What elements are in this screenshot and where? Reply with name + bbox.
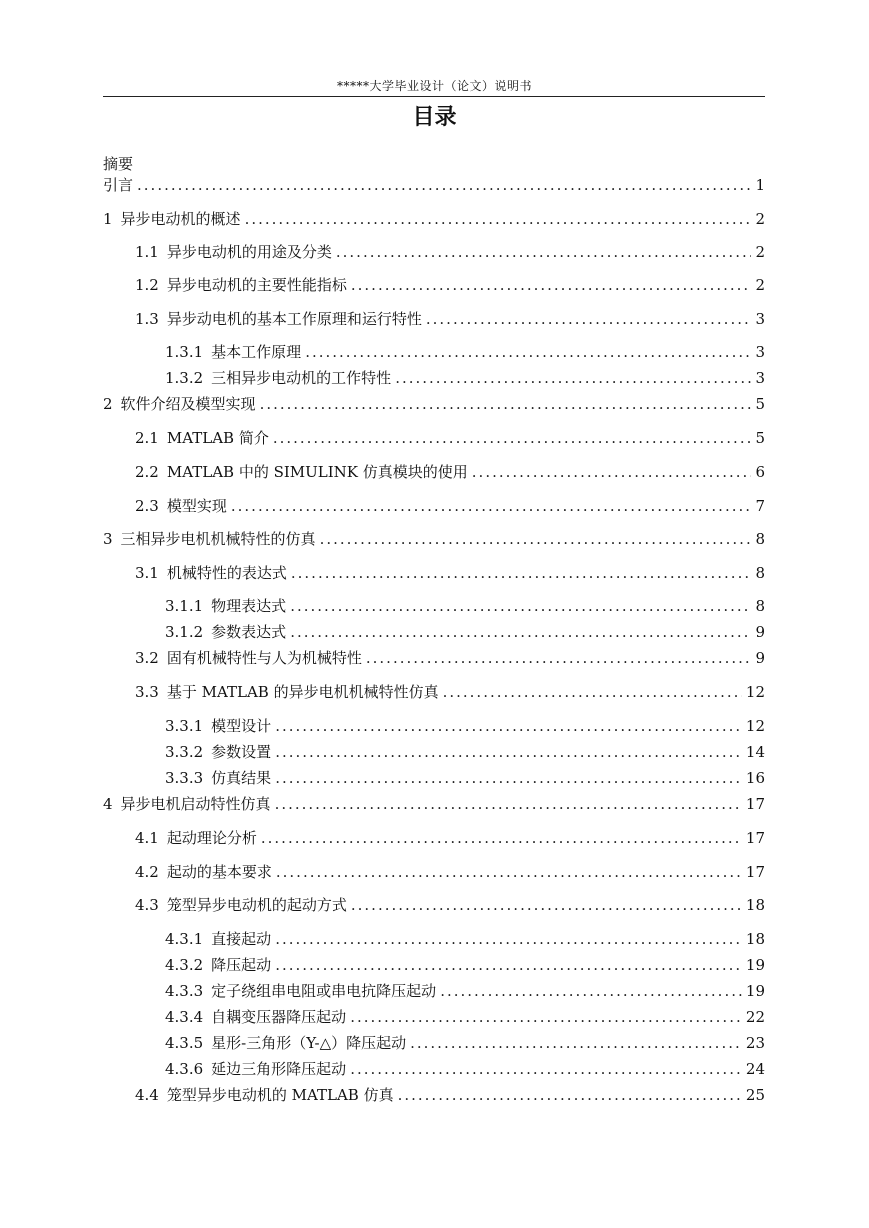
toc-entry-page: 17 (745, 863, 765, 881)
toc-entry-number: 4.3.5 (165, 1034, 204, 1052)
toc-dot-leader (351, 894, 742, 916)
toc-entry-page: 8 (755, 597, 765, 615)
toc-entry-page: 19 (745, 956, 765, 974)
toc-entry-number: 1.1 (135, 243, 159, 261)
toc-entry-number: 4.3.4 (165, 1008, 204, 1026)
toc-entry-label: 参数设置 (211, 743, 272, 761)
toc-entry[interactable] (135, 1084, 765, 1106)
toc-dot-leader (275, 954, 742, 976)
toc-entry-page: 16 (745, 769, 765, 787)
toc-dot-leader (260, 393, 751, 415)
toc-entry-page: 7 (755, 497, 765, 515)
toc-entry-number: 4.4 (135, 1086, 159, 1104)
toc-entry-label: 星形-三角形（Y-△）降压起动 (211, 1034, 407, 1052)
toc-dot-leader (275, 715, 742, 737)
toc-entry-label: 引言 (103, 176, 134, 194)
toc-entry-page: 2 (755, 276, 765, 294)
toc-entry-label: 基本工作原理 (211, 343, 302, 361)
toc-entry-page: 9 (755, 623, 765, 641)
toc-entry[interactable] (135, 308, 765, 330)
toc-entry[interactable] (103, 528, 765, 550)
toc-entry[interactable] (165, 715, 765, 737)
toc-entry[interactable] (103, 174, 765, 196)
toc-dot-leader (261, 827, 742, 849)
toc-dot-leader (290, 595, 751, 617)
toc-entry-label: 笼型异步电动机的起动方式 (166, 896, 347, 914)
toc-entry-number: 3.3.3 (165, 769, 204, 787)
toc-entry-page: 9 (755, 649, 765, 667)
header-rule (103, 96, 765, 97)
toc-entry-number: 2.1 (135, 429, 159, 447)
toc-dot-leader (290, 621, 751, 643)
toc-entry-number: 1.3 (135, 310, 159, 328)
toc-entry-label: 异步电动机的概述 (120, 210, 241, 228)
toc-dot-leader (245, 208, 751, 230)
toc-entry-page: 17 (745, 795, 765, 813)
toc-entry-page: 18 (745, 896, 765, 914)
toc-entry-label: 起动理论分析 (166, 829, 257, 847)
toc-entry-label: 基于 MATLAB 的异步电机机械特性仿真 (166, 683, 439, 701)
toc-abstract-label: 摘要 (103, 155, 134, 173)
toc-entry[interactable] (135, 861, 765, 883)
toc-entry-label: 固有机械特性与人为机械特性 (166, 649, 362, 667)
toc-dot-leader (137, 174, 751, 196)
toc-entry-number: 3.1.2 (165, 623, 204, 641)
toc-entry-number: 3.2 (135, 649, 159, 667)
toc-entry[interactable] (165, 595, 765, 617)
toc-entry-label: 异步电动机的用途及分类 (166, 243, 332, 261)
toc-dot-leader (350, 1006, 742, 1028)
toc-entry[interactable] (103, 393, 765, 415)
toc-entry[interactable] (165, 954, 765, 976)
page-title: 目录 (412, 105, 457, 130)
toc-dot-leader (276, 861, 742, 883)
toc-dot-leader (410, 1032, 742, 1054)
toc-entry-number: 4 (103, 795, 113, 813)
toc-entry-page: 2 (755, 210, 765, 228)
toc-entry-label: 笼型异步电动机的 MATLAB 仿真 (166, 1086, 394, 1104)
toc-dot-leader (275, 928, 742, 950)
toc-entry-label: 软件介绍及模型实现 (120, 395, 256, 413)
toc-entry-number: 4.3.1 (165, 930, 204, 948)
toc-entry-number: 1.3.1 (165, 343, 204, 361)
toc-entry-label: 起动的基本要求 (166, 863, 272, 881)
toc-entry[interactable] (103, 208, 765, 230)
toc-entry[interactable] (135, 827, 765, 849)
toc-entry[interactable] (135, 241, 765, 263)
toc-entry-label: 物理表达式 (211, 597, 287, 615)
toc-entry-label: 仿真结果 (211, 769, 272, 787)
toc-dot-leader (320, 528, 751, 550)
toc-entry-number: 4.3.6 (165, 1060, 204, 1078)
toc-entry-label: 三相异步电动机的工作特性 (211, 369, 392, 387)
toc-entry[interactable] (135, 495, 765, 517)
toc-entry-page: 8 (755, 530, 765, 548)
toc-entry-page: 18 (745, 930, 765, 948)
toc-entry-number: 3.3.2 (165, 743, 204, 761)
toc-entry-page: 19 (745, 982, 765, 1000)
toc-dot-leader (336, 241, 751, 263)
toc-dot-leader (305, 341, 751, 363)
toc-entry-number: 2 (103, 395, 113, 413)
toc-entry[interactable] (135, 894, 765, 916)
toc-entry-label: 参数表达式 (211, 623, 287, 641)
toc-entry-number: 3.1.1 (165, 597, 204, 615)
toc-entry[interactable] (165, 767, 765, 789)
toc-entry-label: 异步动电机的基本工作原理和运行特性 (166, 310, 422, 328)
toc-entry[interactable] (165, 621, 765, 643)
toc-entry-label: 机械特性的表达式 (166, 564, 287, 582)
toc-entry-number: 3.3 (135, 683, 159, 701)
toc-entry-number: 4.3.2 (165, 956, 204, 974)
toc-entry[interactable] (165, 928, 765, 950)
toc-dot-leader (440, 980, 742, 1002)
toc-entry[interactable] (165, 980, 765, 1002)
toc-dot-leader (275, 741, 742, 763)
toc-entry-label: 延边三角形降压起动 (211, 1060, 347, 1078)
toc-entry-page: 24 (745, 1060, 765, 1078)
toc-dot-leader (443, 681, 742, 703)
toc-entry-label: 定子绕组串电阻或串电抗降压起动 (211, 982, 437, 1000)
page-header: *****大学毕业设计（论文）说明书 (336, 79, 532, 93)
toc-dot-leader (395, 367, 751, 389)
toc-entry-number: 4.3.3 (165, 982, 204, 1000)
toc-entry-page: 12 (745, 717, 765, 735)
toc-entry-label: 异步电动机的主要性能指标 (166, 276, 347, 294)
toc-entry-number: 4.1 (135, 829, 159, 847)
toc-entry-label: 降压起动 (211, 956, 272, 974)
toc-entry-page: 23 (745, 1034, 765, 1052)
toc-entry-label: MATLAB 中的 SIMULINK 仿真模块的使用 (166, 463, 468, 481)
toc-entry-page: 3 (755, 343, 765, 361)
toc-entry[interactable] (165, 341, 765, 363)
toc-entry-number: 2.3 (135, 497, 159, 515)
toc-entry-number: 1.3.2 (165, 369, 204, 387)
toc-entry-label: 模型实现 (166, 497, 227, 515)
toc-dot-leader (472, 461, 751, 483)
toc-entry-label: 自耦变压器降压起动 (211, 1008, 347, 1026)
toc-dot-leader (273, 427, 751, 449)
toc-entry-page: 14 (745, 743, 765, 761)
toc-entry-page: 2 (755, 243, 765, 261)
toc-entry-page: 12 (745, 683, 765, 701)
toc-entry[interactable] (135, 647, 765, 669)
toc-entry[interactable] (135, 274, 765, 296)
toc-entry[interactable] (135, 461, 765, 483)
toc-entry-page: 1 (755, 176, 765, 194)
toc-entry[interactable] (165, 1032, 765, 1054)
toc-entry[interactable] (135, 562, 765, 584)
toc-dot-leader (231, 495, 751, 517)
toc-entry-page: 8 (755, 564, 765, 582)
toc-entry-number: 3 (103, 530, 113, 548)
toc-entry-number: 2.2 (135, 463, 159, 481)
toc-dot-leader (426, 308, 751, 330)
toc-dot-leader (291, 562, 751, 584)
toc-entry-page: 22 (745, 1008, 765, 1026)
toc-entry-page: 5 (755, 395, 765, 413)
toc-dot-leader (350, 1058, 742, 1080)
toc-entry[interactable] (135, 681, 765, 703)
toc-dot-leader (275, 767, 742, 789)
toc-entry[interactable] (103, 793, 765, 815)
toc-entry-page: 3 (755, 369, 765, 387)
toc-entry-number: 1.2 (135, 276, 159, 294)
toc-entry-label: 直接起动 (211, 930, 272, 948)
toc-entry-page: 25 (745, 1086, 765, 1104)
toc-entry-label: 三相异步电机机械特性的仿真 (120, 530, 316, 548)
toc-entry-page: 3 (755, 310, 765, 328)
toc-dot-leader (351, 274, 751, 296)
toc-entry-page: 17 (745, 829, 765, 847)
toc-entry-number: 4.3 (135, 896, 159, 914)
toc-entry[interactable] (165, 367, 765, 389)
toc-entry-page: 5 (755, 429, 765, 447)
toc-entry[interactable] (135, 427, 765, 449)
toc-entry-label: MATLAB 简介 (166, 429, 269, 447)
toc-entry[interactable] (165, 1058, 765, 1080)
toc-entry-number: 3.3.1 (165, 717, 204, 735)
toc-entry-number: 4.2 (135, 863, 159, 881)
toc-entry[interactable] (165, 1006, 765, 1028)
toc-dot-leader (398, 1084, 742, 1106)
toc-entry-label: 异步电机启动特性仿真 (120, 795, 271, 813)
toc-entry-page: 6 (755, 463, 765, 481)
toc-entry[interactable] (165, 741, 765, 763)
toc-entry-label: 模型设计 (211, 717, 272, 735)
toc-dot-leader (366, 647, 751, 669)
toc-dot-leader (275, 793, 742, 815)
toc-entry-number: 1 (103, 210, 113, 228)
toc-entry-number: 3.1 (135, 564, 159, 582)
